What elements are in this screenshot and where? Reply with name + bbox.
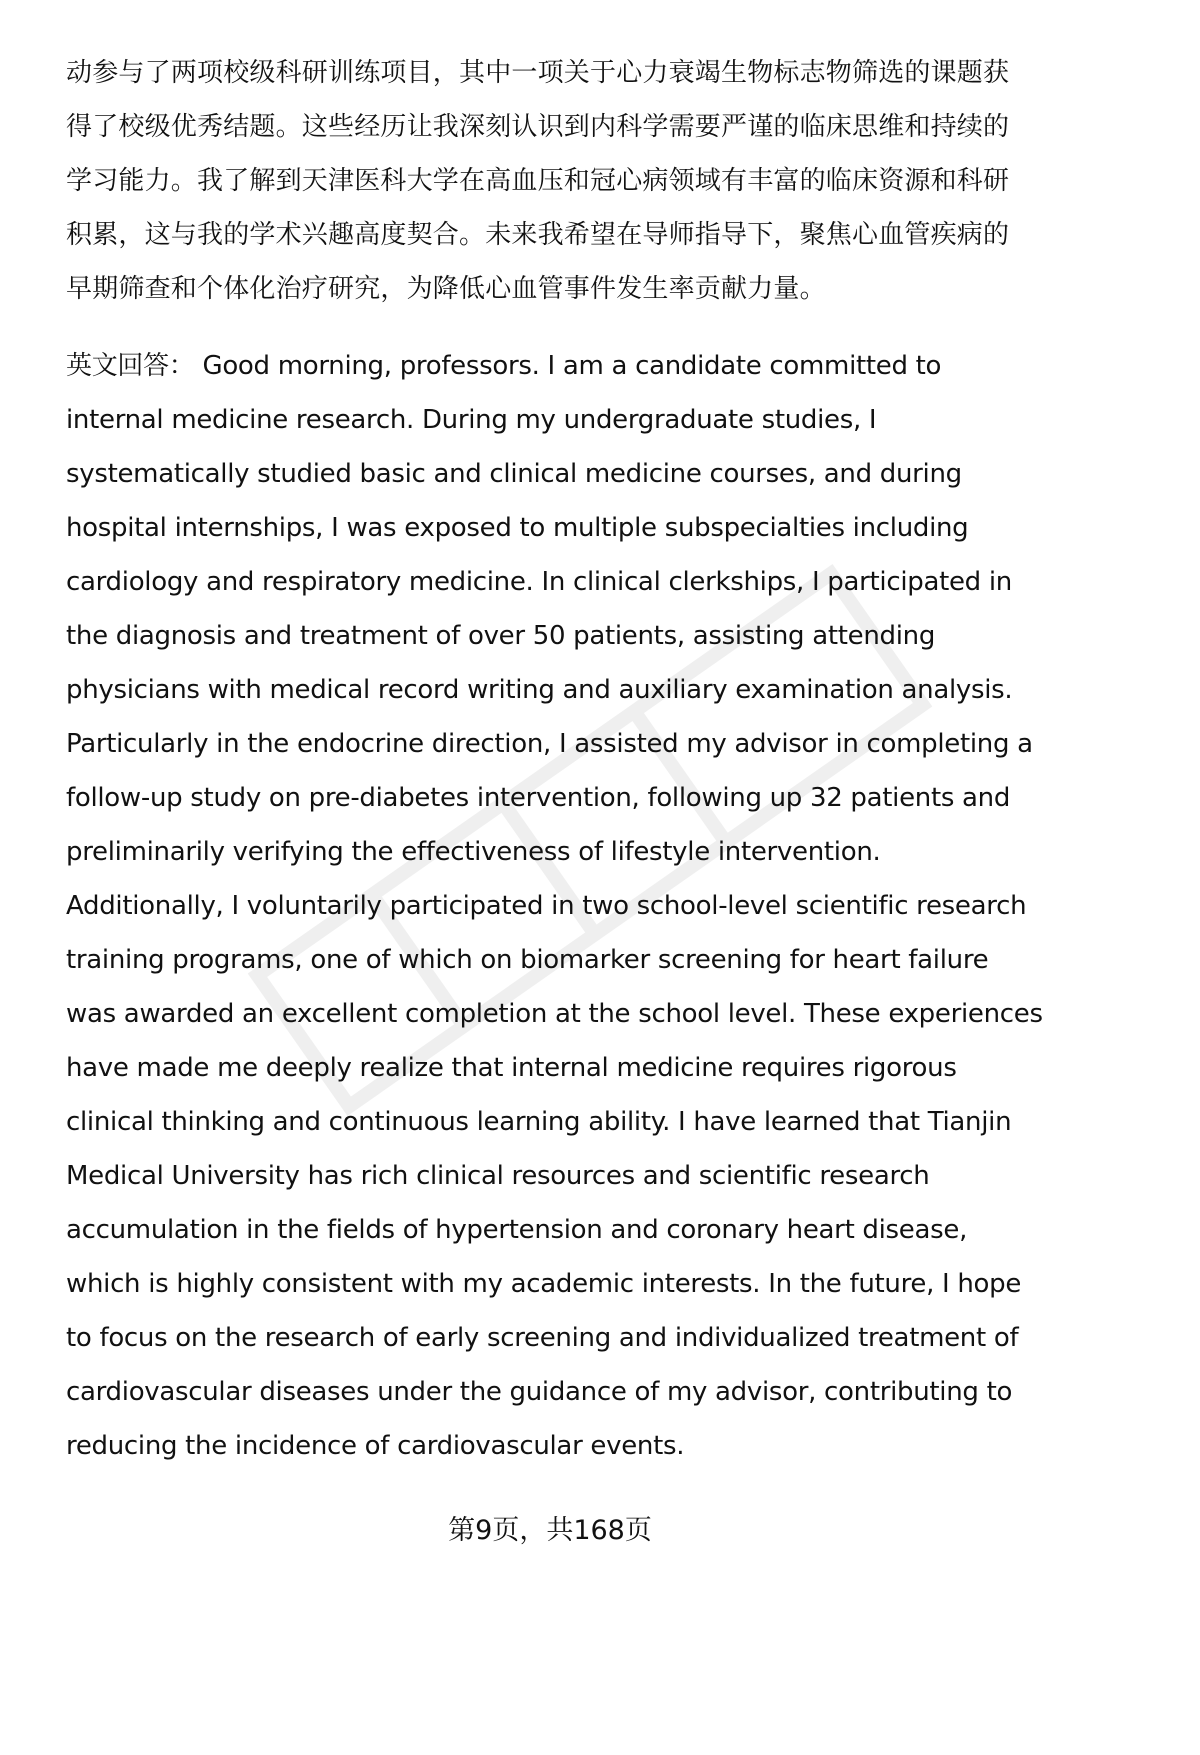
text-line: 动参与了两项校级科研训练项目，其中一项关于心力衰竭生物标志物筛选的课题获 — [66, 58, 1010, 88]
text-line: cardiology and respiratory medicine. In clinical clerkships, I participated in — [66, 567, 1012, 597]
text-line: was awarded an excellent completion at the school level. These experiences — [66, 999, 1043, 1029]
text-line: follow-up study on pre-diabetes intervention, following up 32 patients and — [66, 783, 1011, 813]
text-line: 积累，这与我的学术兴趣高度契合。未来我希望在导师指导下，聚焦心血管疾病的 — [66, 220, 1010, 250]
text-line: clinical thinking and continuous learning ability. I have learned that Tianjin — [66, 1107, 1012, 1137]
text-line: internal medicine research. During my undergraduate studies, I — [66, 405, 877, 435]
text-line: which is highly consistent with my academic interests. In the future, I hope — [66, 1269, 1022, 1299]
text-line: hospital internships, I was exposed to multiple subspecialties including — [66, 513, 969, 543]
text-line: 早期筛查和个体化治疗研究，为降低心血管事件发生率贡献力量。 — [66, 274, 826, 304]
text-line: have made me deeply realize that internal medicine requires rigorous — [66, 1053, 957, 1083]
page-indicator: 第9页，共168页 — [448, 1515, 652, 1546]
text-line: Additionally, I voluntarily participated in two school-level scientific research — [66, 891, 1027, 921]
text-line: physicians with medical record writing and auxiliary examination analysis. — [66, 675, 1013, 705]
text-line: reducing the incidence of cardiovascular events. — [66, 1431, 685, 1461]
document-page — [66, 52, 1066, 1479]
text-line: Good morning, professors. I am a candidate committed to — [194, 351, 942, 381]
text-line: the diagnosis and treatment of over 50 patients, assisting attending — [66, 621, 936, 651]
text-line: accumulation in the fields of hypertension and coronary heart disease, — [66, 1215, 968, 1245]
text-line: 得了校级优秀结题。这些经历让我深刻认识到内科学需要严谨的临床思维和持续的 — [66, 112, 1010, 142]
english-answer-paragraph — [66, 345, 1066, 1479]
text-line: Medical University has rich clinical resources and scientific research — [66, 1161, 930, 1191]
text-line: cardiovascular diseases under the guidance of my advisor, contributing to — [66, 1377, 1013, 1407]
text-line: to focus on the research of early screening and individualized treatment of — [66, 1323, 1019, 1353]
chinese-answer-paragraph — [66, 52, 1066, 322]
text-line: training programs, one of which on biomarker screening for heart failure — [66, 945, 989, 975]
text-line: Particularly in the endocrine direction, I assisted my advisor in completing a — [66, 729, 1033, 759]
text-line: preliminarily verifying the effectiveness of lifestyle intervention. — [66, 837, 881, 867]
english-answer-label: 英文回答： — [66, 351, 195, 381]
text-line: systematically studied basic and clinical medicine courses, and during — [66, 459, 962, 489]
text-line: 学习能力。我了解到天津医科大学在高血压和冠心病领域有丰富的临床资源和科研 — [66, 166, 1010, 196]
english-answer-first-line — [66, 345, 1066, 399]
